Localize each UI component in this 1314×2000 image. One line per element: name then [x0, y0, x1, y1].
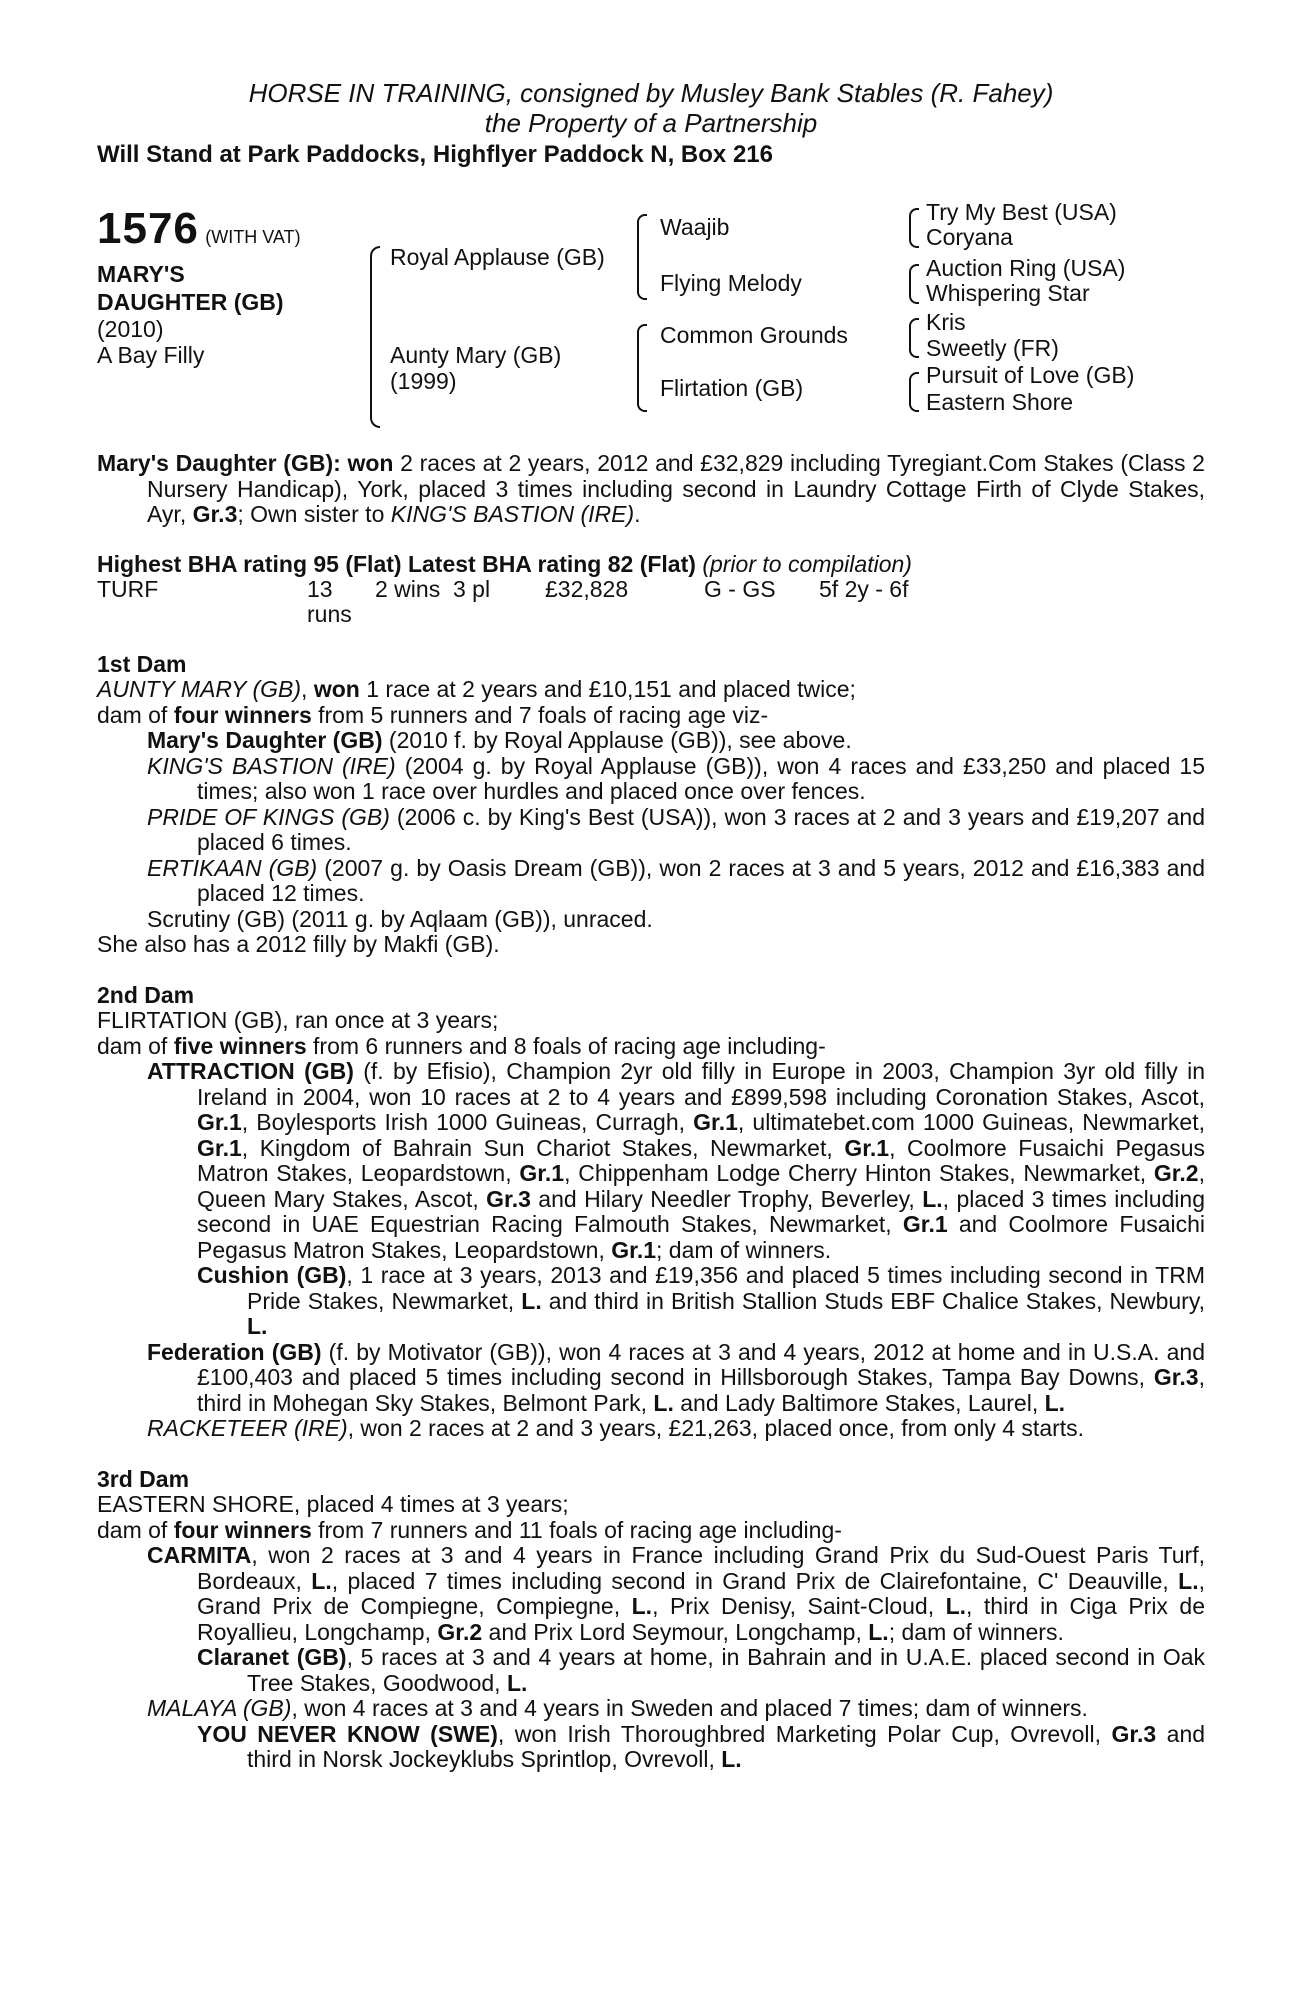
summary-grade: Gr.3	[192, 501, 238, 527]
rating-earnings: £32,828	[545, 575, 629, 602]
rating-runs: 13 runs	[307, 575, 352, 627]
brace-ds	[909, 318, 919, 358]
first-dam-winners: four winners	[173, 701, 312, 728]
produce-entry: Scrutiny (GB) (2011 g. by Aqlaam (GB)), unraced.	[147, 905, 653, 932]
ownership-line: the Property of a Partnership	[484, 108, 818, 138]
rating-placed: 3 pl	[453, 575, 491, 602]
sire-sire-sire: Try My Best (USA)	[926, 199, 1117, 225]
third-dam-name: EASTERN SHORE, placed 4 times at 3 years;	[97, 1491, 569, 1517]
header	[97, 78, 1205, 170]
sire-dam: Flying Melody	[660, 270, 802, 296]
third-dam-title: 3rd Dam	[97, 1465, 190, 1492]
lot-heading	[97, 204, 301, 254]
produce-entry: KING'S BASTION (IRE) (2004 g. by Royal Applause (GB)), won 4 races and £33,250 and placed 15 times; also won 1 race over hurdles and placed once over fences.	[147, 752, 1205, 804]
produce-entry: ERTIKAAN (GB) (2007 g. by Oasis Dream (GB)), won 2 races at 3 and 5 years, 2012 and £16,383 and placed 12 times.	[147, 854, 1205, 906]
vat-note: (WITH VAT)	[205, 227, 301, 247]
dam-dam-dam: Eastern Shore	[926, 389, 1074, 415]
produce-entry: Claranet (GB), 5 races at 3 and 4 years at home, in Bahrain and in U.A.E. placed second in Oak Tree Stakes, Goodwood, L.	[197, 1644, 1206, 1696]
pedigree-table	[97, 199, 1205, 437]
dam-brace	[637, 324, 647, 412]
rating-distance: 5f 2y - 6f	[819, 575, 909, 602]
consignor-line: HORSE IN TRAINING, consigned by Musley Bank Stables (R. Fahey)	[248, 78, 1054, 108]
second-dam-section: 2nd Dam FLIRTATION (GB), ran once at 3 years; dam of five winners from 6 runners and 8 foals of racing age including- ATTRACTION (GB) (f. by Efisio), Champion 2yr old filly in Europe in 2003, Champion 3yr old filly in Ireland in 2004, won 10 races at 2 to 4 years and £899,598 including Coronation Stakes, Ascot, Gr.1, Boylesports Irish 1000 Guineas, Curragh, Gr.1, ultimatebet.com 1000 Guineas, Newmarket, Gr.1, Kingdom of Bahrain Sun Chariot Stakes, Newmarket, Gr.1, Coolmore Fusaichi Pegasus Matron Stakes, Leopardstown, Gr.1, Chippenham Lodge Cherry Hinton Stakes, Newmarket, Gr.2, Queen Mary Stakes, Ascot, Gr.3 and Hilary Needler Trophy, Beverley, L., placed 3 times including second in UAE Equestrian Racing Falmouth Stakes, Newmarket, Gr.1 and Coolmore Fusaichi Pegasus Matron Stakes, Leopardstown, Gr.1; dam of winners. Cushion (GB), 1 race at 3 years, 2013 and £19,356 and placed 5 times including second in TRM Pride Stakes, Newmarket, L. and third in British Stallion Studs EBF Chalice Stakes, Newbury, L. Federation (GB) (f. by Motivator (GB)), won 4 races at 3 and 4 years, 2012 at home and in U.S.A. and £100,403 and placed 5 times including second in Hillsborough Stakes, Tampa Bay Downs, Gr.3, third in Mohegan Sky Stakes, Belmont Park, L. and Lady Baltimore Stakes, Laurel, L. RACKETEER (IRE), won 2 races at 2 and 3 years, £21,263, placed once, from only 4 starts.	[97, 981, 1205, 1441]
rating-note: (prior to compilation)	[702, 550, 912, 577]
summary-text: 2 races at 2 years, 2012 and £32,829 including Tyregiant.Com Stakes (Class 2 Nursery Handicap), York, placed 3 times including second in Laundry Cottage Firth of Clyde Stakes, Ayr,	[147, 450, 1205, 527]
sire-sire-dam: Coryana	[926, 224, 1013, 250]
produce-entry: MALAYA (GB), won 4 races at 3 and 4 years in Sweden and placed 7 times; dam of winners.	[147, 1695, 1088, 1721]
second-dam-winners: five winners	[173, 1032, 307, 1059]
produce-entry: ATTRACTION (GB) (f. by Efisio), Champion 2yr old filly in Europe in 2003, Champion 3yr old filly in Ireland in 2004, won 10 races at 2 to 4 years and £899,598 including Coronation Stakes, Ascot, Gr.1, Boylesports Irish 1000 Guineas, Curragh, Gr.1, ultimatebet.com 1000 Guineas, Newmarket, Gr.1, Kingdom of Bahrain Sun Chariot Stakes, Newmarket, Gr.1, Coolmore Fusaichi Pegasus Matron Stakes, Leopardstown, Gr.1, Chippenham Lodge Cherry Hinton Stakes, Newmarket, Gr.2, Queen Mary Stakes, Ascot, Gr.3 and Hilary Needler Trophy, Beverley, L., placed 3 times including second in UAE Equestrian Racing Falmouth Stakes, Newmarket, Gr.1 and Coolmore Fusaichi Pegasus Matron Stakes, Leopardstown, Gr.1; dam of winners.	[147, 1058, 1205, 1263]
catalogue-page	[97, 78, 1205, 1773]
horse-name-1: MARY'S	[97, 261, 185, 287]
horse-year: (2010)	[97, 316, 164, 342]
third-dam-section: 3rd Dam EASTERN SHORE, placed 4 times at 3 years; dam of four winners from 7 runners and 11 foals of racing age including- CARMITA, won 2 races at 3 and 4 years in France including Grand Prix du Sud-Ouest Paris Turf, Bordeaux, L., placed 7 times including second in Grand Prix de Clairefontaine, C' Deauville, L., Grand Prix de Compiegne, Compiegne, L., Prix Denisy, Saint-Cloud, L., third in Ciga Prix de Royallieu, Longchamp, Gr.2 and Prix Lord Seymour, Longchamp, L.; dam of winners. Claranet (GB), 5 races at 3 and 4 years at home, in Bahrain and in U.A.E. placed second in Oak Tree Stakes, Goodwood, L. MALAYA (GB), won 4 races at 3 and 4 years in Sweden and placed 7 times; dam of winners. YOU NEVER KNOW (SWE), won Irish Thoroughbred Marketing Polar Cup, Ovrevoll, Gr.3 and third in Norsk Jockeyklubs Sprintlop, Ovrevoll, L.	[97, 1465, 1206, 1772]
rating-row	[97, 577, 1205, 627]
produce-entry: PRIDE OF KINGS (GB) (2006 c. by King's Best (USA)), won 3 races at 2 and 3 years and £19,207 and placed 6 times.	[147, 803, 1205, 855]
second-dam-title: 2nd Dam	[97, 981, 195, 1008]
brace-dd	[909, 372, 919, 412]
rating-title: Highest BHA rating 95 (Flat) Latest BHA rating 82 (Flat)	[97, 550, 696, 577]
lot-number: 1576	[97, 204, 199, 253]
horse-description: A Bay Filly	[97, 342, 205, 368]
sister-name: KING'S BASTION (IRE)	[390, 501, 635, 527]
produce-entry: RACKETEER (IRE), won 2 races at 2 and 3 years, £21,263, placed once, from only 4 starts.	[147, 1415, 1085, 1441]
dam-sire-dam: Sweetly (FR)	[926, 335, 1059, 361]
location-line: Will Stand at Park Paddocks, Highflyer Paddock N, Box 216	[97, 141, 773, 168]
sire-brace	[637, 214, 647, 300]
race-summary: Mary's Daughter (GB): won 2 races at 2 years, 2012 and £32,829 including Tyregiant.Com Stakes (Class 2 Nursery Handicap), York, placed 3 times including second in Laundry Cottage Firth of Clyde Stakes, Ayr, Gr.3; Own sister to KING'S BASTION (IRE).	[97, 450, 1205, 527]
dam-year: (1999)	[390, 368, 457, 394]
produce-entry: Mary's Daughter (GB) (2010 f. by Royal Applause (GB)), see above.	[147, 727, 852, 753]
first-dam-name: AUNTY MARY (GB)	[97, 676, 302, 702]
rating-surface: TURF	[97, 575, 159, 602]
dam: Aunty Mary (GB)	[390, 342, 562, 368]
brace-sd	[909, 264, 919, 304]
dam-dam-sire: Pursuit of Love (GB)	[926, 362, 1135, 388]
dam-dam: Flirtation (GB)	[660, 375, 804, 401]
produce-entry: Cushion (GB), 1 race at 3 years, 2013 and £19,356 and placed 5 times including second in TRM Pride Stakes, Newmarket, L. and third in British Stallion Studs EBF Chalice Stakes, Newbury, L.	[197, 1262, 1205, 1339]
summary-text-2: ; Own sister to	[237, 501, 391, 527]
sire-dam-dam: Whispering Star	[926, 280, 1090, 306]
brace-ss	[909, 208, 919, 248]
horse-name-2: DAUGHTER (GB)	[97, 289, 284, 315]
summary-won: won	[347, 450, 394, 476]
produce-entry: YOU NEVER KNOW (SWE), won Irish Thoroughbred Marketing Polar Cup, Ovrevoll, Gr.3 and third in Norsk Jockeyklubs Sprintlop, Ovrevoll, L.	[197, 1720, 1206, 1772]
produce-entry: Federation (GB) (f. by Motivator (GB)), won 4 races at 3 and 4 years, 2012 at home and in U.S.A. and £100,403 and placed 5 times including second in Hillsborough Stakes, Tampa Bay Downs, Gr.3, third in Mohegan Sky Stakes, Belmont Park, L. and Lady Baltimore Stakes, Laurel, L.	[147, 1338, 1205, 1416]
first-dam-section: 1st Dam AUNTY MARY (GB), won 1 race at 2 years and £10,151 and placed twice; dam of four winners from 5 runners and 7 foals of racing age viz- Mary's Daughter (GB) (2010 f. by Royal Applause (GB)), see above. KING'S BASTION (IRE) (2004 g. by Royal Applause (GB)), won 4 races and £33,250 and placed 15 times; also won 1 race over hurdles and placed once over fences. PRIDE OF KINGS (GB) (2006 c. by King's Best (USA)), won 3 races at 2 and 3 years and £19,207 and placed 6 times. ERTIKAAN (GB) (2007 g. by Oasis Dream (GB)), won 2 races at 3 and 5 years, 2012 and £16,383 and placed 12 times. Scrutiny (GB) (2011 g. by Aqlaam (GB)), unraced. She also has a 2012 filly by Makfi (GB).	[97, 650, 1205, 957]
first-dam-title: 1st Dam	[97, 650, 187, 677]
rating-wins: 2 wins	[375, 575, 441, 602]
sire: Royal Applause (GB)	[390, 244, 605, 270]
pedigree-brace-main	[370, 246, 380, 428]
sire-dam-sire: Auction Ring (USA)	[926, 255, 1126, 281]
rating-block	[97, 552, 1205, 627]
dam-sire: Common Grounds	[660, 322, 848, 348]
rating-going: G - GS	[704, 575, 776, 602]
third-dam-winners: four winners	[173, 1516, 312, 1543]
produce-note: She also has a 2012 filly by Makfi (GB).	[97, 931, 500, 957]
dam-sire-sire: Kris	[926, 309, 966, 335]
summary-horse-name: Mary's Daughter (GB)	[97, 450, 334, 476]
second-dam-name: FLIRTATION (GB), ran once at 3 years;	[97, 1007, 499, 1033]
produce-entry: CARMITA, won 2 races at 3 and 4 years in France including Grand Prix du Sud-Ouest Paris Turf, Bordeaux, L., placed 7 times including second in Grand Prix de Clairefontaine, C' Deauville, L., Grand Prix de Compiegne, Compiegne, L., Prix Denisy, Saint-Cloud, L., third in Ciga Prix de Royallieu, Longchamp, Gr.2 and Prix Lord Seymour, Longchamp, L.; dam of winners.	[147, 1542, 1206, 1645]
sire-sire: Waajib	[660, 214, 730, 240]
